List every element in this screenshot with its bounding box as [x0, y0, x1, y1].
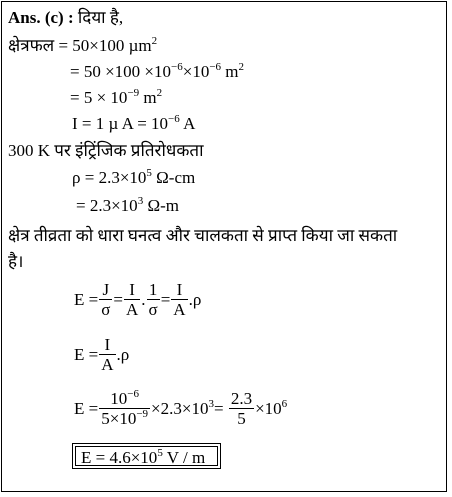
- area-l3-s1: −9: [127, 87, 140, 99]
- area-line-2: [70, 62, 244, 82]
- eq2-frac: [99, 335, 115, 374]
- current-b: A: [179, 114, 196, 133]
- eq3-frac-2: [229, 389, 254, 428]
- eq1-frac-1: [99, 280, 112, 319]
- paragraph-line-2: है।: [8, 252, 24, 271]
- area-sup: 2: [151, 35, 158, 47]
- eq1-frac-3: [147, 280, 160, 319]
- rho2-a: = 2.3×10: [76, 196, 138, 215]
- paragraph-line-1: क्षेत्र तीव्रता को धारा घनत्व और चालकता से प्राप्त किया जा सकता: [8, 226, 398, 245]
- given-text: दिया है,: [77, 8, 124, 27]
- eq3-f2-num: 2.3: [230, 389, 253, 408]
- rho-line-1: [72, 168, 195, 188]
- area-l2-s2: −6: [209, 61, 222, 73]
- equation-3: [74, 389, 287, 428]
- eq1-tail: .ρ: [188, 289, 202, 309]
- eq1-frac-4: [171, 280, 187, 319]
- result-text: [75, 446, 218, 466]
- area-l3-a: = 5 × 10: [70, 88, 128, 107]
- result-a: E = 4.6×10: [81, 448, 158, 467]
- eq3-tail: $\times 10^6$: [255, 397, 288, 418]
- rho1-b: Ω-cm: [151, 168, 196, 187]
- rho2-b: Ω-m: [143, 196, 179, 215]
- area-l2-s1: −6: [171, 61, 183, 73]
- rho2-s: 3: [137, 195, 144, 207]
- result-s: 5: [157, 447, 163, 459]
- current-s: −6: [168, 113, 180, 125]
- eq1-f4-den: A: [173, 300, 186, 319]
- eq1-f3-num: 1: [148, 280, 158, 299]
- eq3-f1-den: $5\times 10^{-9}$: [101, 408, 149, 428]
- eq1-f1-den: σ: [101, 300, 111, 319]
- eq3-f2-den: 5: [229, 408, 254, 428]
- area-line-3: [70, 88, 162, 108]
- eq1-frac-2: [124, 280, 140, 319]
- eq3-f1-num: $10^{-6}$: [110, 388, 139, 408]
- eq3-frac-1: [99, 389, 150, 428]
- eq2-den: A: [101, 355, 114, 374]
- area-l2-s3: 2: [238, 61, 245, 73]
- rho-line-2: [76, 196, 179, 216]
- eq1-f2-num: I: [129, 280, 135, 299]
- current-a: I = 1 µ A = 10: [72, 114, 169, 133]
- rho1-a: ρ = 2.3×10: [72, 168, 147, 187]
- area-l2-b: ×10: [182, 62, 210, 81]
- result-box: [72, 443, 221, 469]
- eq1-f3-den: σ: [148, 300, 158, 319]
- eq3-eq: =: [213, 398, 224, 418]
- eq1-eq2: =: [160, 289, 171, 309]
- eq3-mid: $\times 2.3\times 10^3$: [151, 397, 214, 418]
- rho1-s: 5: [146, 167, 152, 179]
- resistivity-label: 300 K पर इंट्रिंजिक प्रतिरोधकता: [8, 141, 204, 160]
- equation-1: E = $\frac{J}{\sigma}$ = $\frac{I}{A}$ . $\frac{1}{\sigma}$ = $\frac{I}{A}$ .ρ: [74, 280, 202, 319]
- area-l3-s2: 2: [156, 87, 163, 99]
- result-b: V / m: [162, 448, 206, 467]
- eq2-lhs: E =: [74, 344, 99, 364]
- answer-label: Ans. (c) :: [8, 8, 74, 27]
- eq2-tail: .ρ: [116, 344, 130, 364]
- current-line: [72, 114, 195, 134]
- eq1-lhs: E =: [74, 289, 99, 309]
- equation-2: [74, 335, 129, 374]
- eq1-f2-den: A: [126, 300, 139, 319]
- area-label: क्षेत्रफल = 50×100 µm: [8, 36, 152, 55]
- eq1-eq: =: [113, 289, 123, 309]
- answer-heading: [8, 8, 123, 28]
- eq2-num: I: [104, 335, 111, 354]
- area-l2-c: m: [221, 62, 239, 81]
- area-line-1: [8, 36, 157, 56]
- area-l2-a: = 50 ×100 ×10: [70, 62, 172, 81]
- eq1-f4-num: I: [176, 280, 183, 299]
- eq1-f1-num: J: [102, 280, 110, 299]
- eq3-lhs: E =: [74, 398, 99, 418]
- area-l3-b: m: [139, 88, 157, 107]
